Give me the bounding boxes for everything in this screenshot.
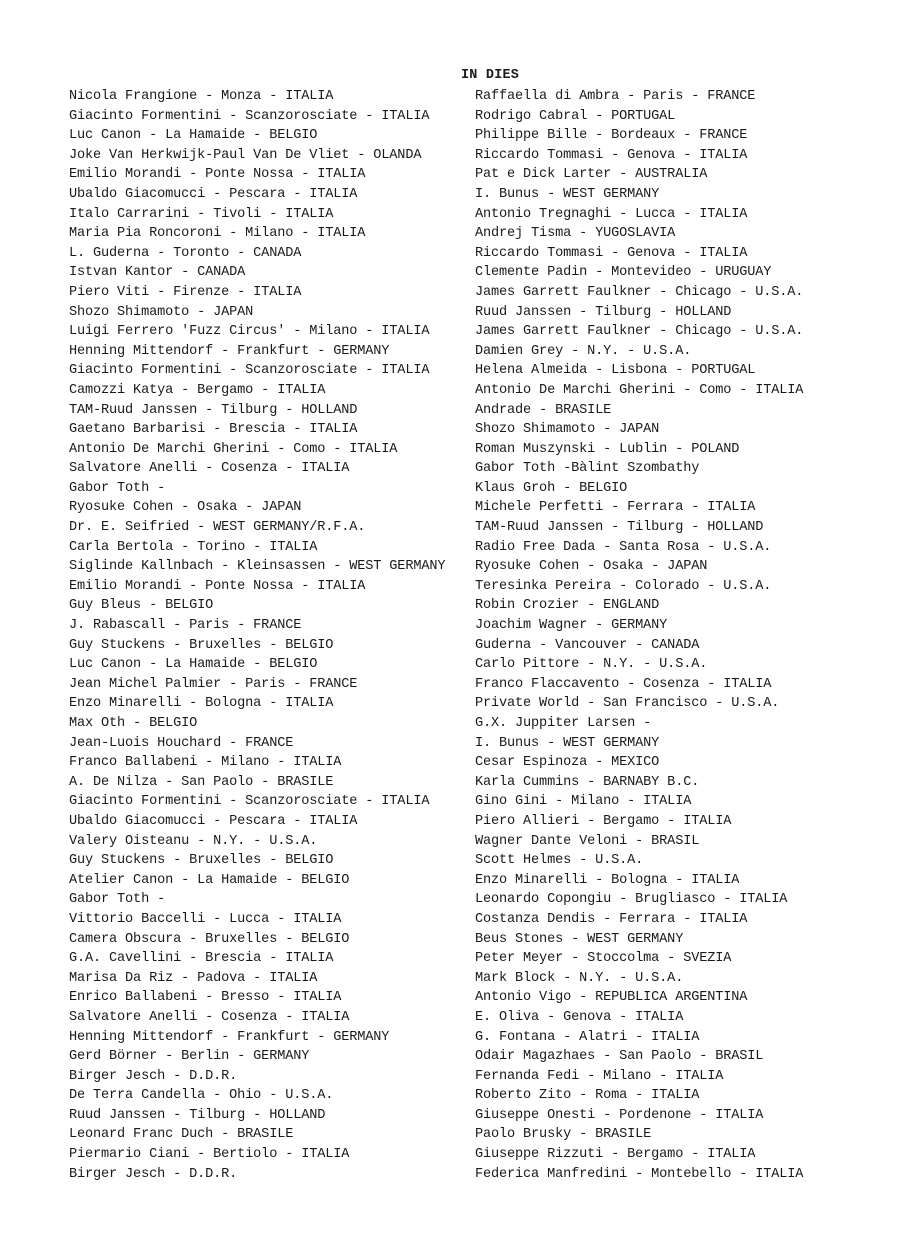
list-item: Dr. E. Seifried - WEST GERMANY/R.F.A. (69, 520, 366, 536)
list-item: Antonio De Marchi Gherini - Como - ITALIA (69, 441, 398, 457)
list-item: Teresinka Pereira - Colorado - U.S.A. (475, 578, 772, 594)
list-item: Gerd Börner - Berlin - GERMANY (69, 1049, 310, 1065)
list-item: Joachim Wagner - GERMANY (475, 618, 668, 634)
list-item: Mark Block - N.Y. - U.S.A. (475, 970, 684, 986)
list-item: Giuseppe Onesti - Pordenone - ITALIA (475, 1107, 764, 1123)
list-item: Emilio Morandi - Ponte Nossa - ITALIA (69, 167, 366, 183)
list-item: Giacinto Formentini - Scanzorosciate - ITALIA (69, 363, 430, 379)
list-item: Camera Obscura - Bruxelles - BELGIO (69, 931, 350, 947)
list-item: Guy Stuckens - Bruxelles - BELGIO (69, 853, 334, 869)
list-item: Piero Viti - Firenze - ITALIA (69, 284, 302, 300)
list-item: Roberto Zito - Roma - ITALIA (475, 1088, 700, 1104)
list-item: Philippe Bille - Bordeaux - FRANCE (475, 128, 748, 144)
list-item: Pat e Dick Larter - AUSTRALIA (475, 167, 708, 183)
list-item: Carla Bertola - Torino - ITALIA (69, 539, 318, 555)
list-item: Leonard Franc Duch - BRASILE (69, 1127, 294, 1143)
list-item: Istvan Kantor - CANADA (69, 265, 246, 281)
list-item: De Terra Candella - Ohio - U.S.A. (69, 1088, 334, 1104)
list-item: Camozzi Katya - Bergamo - ITALIA (69, 382, 326, 398)
list-item: Raffaella di Ambra - Paris - FRANCE (475, 89, 756, 104)
list-item: Paolo Brusky - BRASILE (475, 1127, 652, 1143)
right-column-list (475, 87, 895, 1184)
list-item: Ubaldo Giacomucci - Pescara - ITALIA (69, 186, 358, 202)
list-item: Ruud Janssen - Tilburg - HOLLAND (69, 1107, 326, 1123)
list-item: Franco Ballabeni - Milano - ITALIA (69, 755, 342, 771)
list-item: Marisa Da Riz - Padova - ITALIA (69, 970, 318, 986)
list-item: Giacinto Formentini - Scanzorosciate - ITALIA (69, 108, 430, 124)
list-item: Giuseppe Rizzuti - Bergamo - ITALIA (475, 1147, 756, 1163)
list-item: Riccardo Tommasi - Genova - ITALIA (475, 245, 748, 261)
list-item: Atelier Canon - La Hamaide - BELGIO (69, 872, 350, 888)
list-item: Enrico Ballabeni - Bresso - ITALIA (69, 990, 342, 1006)
list-item: James Garrett Faulkner - Chicago - U.S.A. (475, 324, 804, 340)
list-item: Scott Helmes - U.S.A. (475, 853, 644, 869)
list-item: Rodrigo Cabral - PORTUGAL (475, 108, 676, 124)
list-item: Riccardo Tommasi - Genova - ITALIA (475, 147, 748, 163)
list-item: Nicola Frangione - Monza - ITALIA (69, 89, 334, 104)
list-item: Luigi Ferrero 'Fuzz Circus' - Milano - ITALIA (69, 324, 430, 340)
list-item: Antonio Tregnaghi - Lucca - ITALIA (475, 206, 748, 222)
list-item: Jean-Luois Houchard - FRANCE (69, 735, 294, 751)
list-item: I. Bunus - WEST GERMANY (475, 735, 660, 751)
list-item: Gabor Toth -Bàlint Szombathy (475, 461, 700, 477)
list-item: Damien Grey - N.Y. - U.S.A. (475, 343, 692, 359)
list-item: Fernanda Fedi - Milano - ITALIA (475, 1068, 724, 1084)
list-item: Luc Canon - La Hamaide - BELGIO (69, 657, 318, 673)
list-item: G.X. Juppiter Larsen - (475, 716, 652, 731)
list-item: Salvatore Anelli - Cosenza - ITALIA (69, 461, 350, 477)
list-item: Franco Flaccavento - Cosenza - ITALIA (475, 676, 772, 692)
list-item: Piermario Ciani - Bertiolo - ITALIA (69, 1147, 350, 1163)
list-item: Michele Perfetti - Ferrara - ITALIA (475, 500, 756, 516)
list-item: Peter Meyer - Stoccolma - SVEZIA (475, 951, 732, 967)
list-item: Henning Mittendorf - Frankfurt - GERMANY (69, 343, 390, 359)
list-item: Enzo Minarelli - Bologna - ITALIA (475, 872, 740, 888)
list-item: Andrej Tisma - YUGOSLAVIA (475, 226, 676, 242)
list-item: Ruud Janssen - Tilburg - HOLLAND (475, 304, 732, 320)
list-item: Gaetano Barbarisi - Brescia - ITALIA (69, 422, 358, 438)
list-item: I. Bunus - WEST GERMANY (475, 186, 660, 202)
list-item: Siglinde Kallnbach - Kleinsassen - WEST GERMANY (69, 559, 446, 575)
page-heading: IN DIES (461, 68, 520, 83)
list-item: Piero Allieri - Bergamo - ITALIA (475, 813, 732, 829)
list-item: TAM-Ruud Janssen - Tilburg - HOLLAND (475, 520, 764, 536)
list-item: Leonardo Copongiu - Brugliasco - ITALIA (475, 892, 788, 908)
list-item: Carlo Pittore - N.Y. - U.S.A. (475, 657, 708, 673)
list-item: Radio Free Dada - Santa Rosa - U.S.A. (475, 539, 772, 555)
list-item: Vittorio Baccelli - Lucca - ITALIA (69, 911, 342, 927)
list-item: Shozo Shimamoto - JAPAN (475, 422, 660, 438)
list-item: Robin Crozier - ENGLAND (475, 598, 660, 614)
list-item: Gabor Toth - (69, 892, 166, 908)
list-item: Shozo Shimamoto - JAPAN (69, 304, 254, 320)
list-item: G. Fontana - Alatri - ITALIA (475, 1029, 700, 1045)
list-item: Wagner Dante Veloni - BRASIL (475, 833, 700, 849)
list-item: Roman Muszynski - Lublin - POLAND (475, 441, 740, 457)
list-item: Gino Gini - Milano - ITALIA (475, 794, 692, 810)
list-item: Birger Jesch - D.D.R. (69, 1068, 238, 1084)
list-item: Maria Pia Roncoroni - Milano - ITALIA (69, 226, 366, 242)
left-column-list (69, 87, 469, 1184)
list-item: Max Oth - BELGIO (69, 716, 198, 731)
list-item: J. Rabascall - Paris - FRANCE (69, 618, 302, 634)
list-item: Andrade - BRASILE (475, 402, 612, 418)
list-item: Giacinto Formentini - Scanzorosciate - ITALIA (69, 794, 430, 810)
list-item: Beus Stones - WEST GERMANY (475, 931, 684, 947)
list-item: Odair Magazhaes - San Paolo - BRASIL (475, 1049, 764, 1065)
list-item: Guderna - Vancouver - CANADA (475, 637, 700, 653)
list-item: Klaus Groh - BELGIO (475, 480, 628, 496)
list-item: E. Oliva - Genova - ITALIA (475, 1009, 684, 1025)
list-item: Private World - San Francisco - U.S.A. (475, 696, 780, 712)
list-item: Birger Jesch - D.D.R. (69, 1166, 238, 1182)
list-item: Henning Mittendorf - Frankfurt - GERMANY (69, 1029, 390, 1045)
list-item: Clemente Padin - Montevideo - URUGUAY (475, 265, 772, 281)
list-item: Antonio De Marchi Gherini - Como - ITALIA (475, 382, 804, 398)
list-item: Ryosuke Cohen - Osaka - JAPAN (475, 559, 708, 575)
list-item: Helena Almeida - Lisbona - PORTUGAL (475, 363, 756, 379)
list-item: Emilio Morandi - Ponte Nossa - ITALIA (69, 578, 366, 594)
list-item: TAM-Ruud Janssen - Tilburg - HOLLAND (69, 402, 358, 418)
list-item: A. De Nilza - San Paolo - BRASILE (69, 774, 334, 790)
list-item: Guy Stuckens - Bruxelles - BELGIO (69, 637, 334, 653)
list-item: Cesar Espinoza - MEXICO (475, 755, 660, 771)
list-item: Luc Canon - La Hamaide - BELGIO (69, 128, 318, 144)
list-item: G.A. Cavellini - Brescia - ITALIA (69, 951, 334, 967)
list-item: Antonio Vigo - REPUBLICA ARGENTINA (475, 990, 748, 1006)
list-item: Karla Cummins - BARNABY B.C. (475, 774, 700, 790)
list-item: Italo Carrarini - Tivoli - ITALIA (69, 206, 334, 222)
list-item: Joke Van Herkwijk-Paul Van De Vliet - OLANDA (69, 147, 422, 163)
list-item: Costanza Dendis - Ferrara - ITALIA (475, 911, 748, 927)
list-item: Enzo Minarelli - Bologna - ITALIA (69, 696, 334, 712)
list-item: Federica Manfredini - Montebello - ITALIA (475, 1166, 804, 1182)
list-item: Jean Michel Palmier - Paris - FRANCE (69, 676, 358, 692)
list-item: Salvatore Anelli - Cosenza - ITALIA (69, 1009, 350, 1025)
list-item: Valery Oisteanu - N.Y. - U.S.A. (69, 833, 318, 849)
list-item: Ryosuke Cohen - Osaka - JAPAN (69, 500, 302, 516)
list-item: L. Guderna - Toronto - CANADA (69, 245, 302, 261)
list-item: Guy Bleus - BELGIO (69, 598, 214, 614)
list-item: James Garrett Faulkner - Chicago - U.S.A. (475, 284, 804, 300)
list-item: Ubaldo Giacomucci - Pescara - ITALIA (69, 813, 358, 829)
list-item: Gabor Toth - (69, 480, 166, 496)
